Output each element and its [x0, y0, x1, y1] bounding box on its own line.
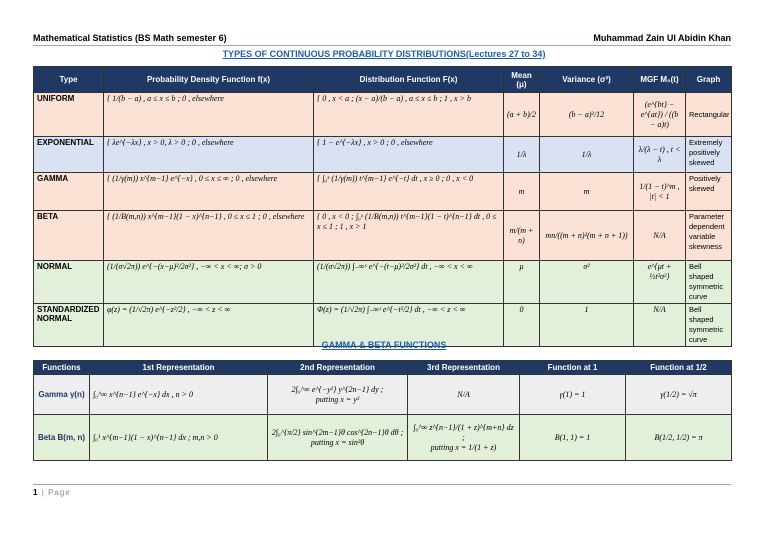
- gb-rep2-substitution: putting x = y²: [315, 394, 360, 404]
- table-row-beta: [34, 211, 732, 261]
- gb-col-rep3: 3rd Representation: [408, 361, 520, 375]
- row-mean: (a + b)/2: [504, 93, 540, 137]
- gb-rep3: [408, 415, 520, 461]
- row-pdf: φ(z) = (1/√2π) e^{−z²/2} , −∞ < z < ∞: [104, 304, 314, 347]
- row-cdf: { 0 , x < 0 ; ∫₀ˣ (1/B(m,n)) t^{m−1}(1 − t)^{n−1} dt , 0 ≤ x ≤ 1 ; 1 , x > 1: [314, 211, 504, 261]
- table-header-row: [34, 67, 732, 93]
- row-graph: Bell shaped symmetric curve: [686, 261, 732, 304]
- row-mgf: (e^{bt} − e^{at}) / ((b − a)t): [634, 93, 686, 137]
- row-type: UNIFORM: [34, 93, 104, 137]
- col-header-cdf: Distribution Function F(x): [314, 67, 504, 93]
- row-type: BETA: [34, 211, 104, 261]
- page-footer: [33, 488, 71, 497]
- row-mgf: N/A: [634, 211, 686, 261]
- table-row-normal: [34, 261, 732, 304]
- gb-col-functions: Functions: [34, 361, 90, 375]
- distribution-table: [33, 66, 732, 347]
- gb-at1: γ(1) = 1: [520, 375, 626, 415]
- gb-rep3: [408, 375, 520, 415]
- col-header-graph: Graph: [686, 67, 732, 93]
- row-mean: 0: [504, 304, 540, 347]
- row-graph: Positively skewed: [686, 173, 732, 211]
- gb-athalf: γ(1/2) = √π: [626, 375, 732, 415]
- header-rule: [33, 45, 731, 46]
- row-mean: m/(m + n): [504, 211, 540, 261]
- gb-rep3-formula: ∫₀^∞ z^{n−1}/(1 + z)^{m+n} dz ;: [413, 422, 514, 442]
- row-pdf: { 1/(b − a) , a ≤ x ≤ b ; 0 , elsewhere: [104, 93, 314, 137]
- gb-rep2-formula: 2∫₀^{π/2} sin^{2m−1}θ cos^{2n−1}θ dθ ;: [271, 427, 404, 437]
- col-header-pdf: Probability Density Function f(x): [104, 67, 314, 93]
- row-variance: σ²: [540, 261, 634, 304]
- gb-rep2: [268, 375, 408, 415]
- row-cdf: Φ(z) = (1/√2π) ∫₋∞ᶻ e^{−t²/2} dt , −∞ < z < ∞: [314, 304, 504, 347]
- page-label: | Page: [41, 488, 71, 497]
- row-graph: Parameter dependent variable skewness: [686, 211, 732, 261]
- row-cdf: { 1 − e^{−λx} , x > 0 ; 0 , elsewhere: [314, 137, 504, 173]
- col-header-variance: Variance (σ²): [540, 67, 634, 93]
- gamma-beta-title: GAMMA & BETA FUNCTIONS: [321, 340, 447, 350]
- row-mgf: λ/(λ − t) , t < λ: [634, 137, 686, 173]
- row-mgf: 1/(1 − t)^m , |t| < 1: [634, 173, 686, 211]
- gb-rep3-substitution: putting x = 1/(1 + z): [430, 442, 497, 452]
- gb-col-at1: Function at 1: [520, 361, 626, 375]
- row-pdf: { (1/B(m,n)) x^{m−1}(1 − x)^{n−1} , 0 ≤ x ≤ 1 ; 0 , elsewhere: [104, 211, 314, 261]
- footer-rule: [33, 484, 731, 485]
- row-pdf: { λe^{−λx} , x > 0, λ > 0 ; 0 , elsewhere: [104, 137, 314, 173]
- col-header-mean: Mean (μ): [504, 67, 540, 93]
- gb-col-rep1: 1st Representation: [90, 361, 268, 375]
- row-type: STANDARDIZED NORMAL: [34, 304, 104, 347]
- row-type: GAMMA: [34, 173, 104, 211]
- gb-rep3-formula: N/A: [457, 389, 470, 399]
- row-type: EXPONENTIAL: [34, 137, 104, 173]
- gb-header-row: [34, 361, 732, 375]
- gb-col-rep2: 2nd Representation: [268, 361, 408, 375]
- row-mgf: N/A: [634, 304, 686, 347]
- row-pdf: { (1/γ(m)) x^{m−1} e^{−x} , 0 ≤ x ≤ ∞ ; 0 , elsewhere: [104, 173, 314, 211]
- page-number: 1: [33, 488, 39, 497]
- col-header-mgf: MGF M₀(t): [634, 67, 686, 93]
- row-graph: Extremely positively skewed: [686, 137, 732, 173]
- gb-rep1: ∫₀¹ x^{m−1}(1 − x)^{n−1} dx ; m,n > 0: [90, 415, 268, 461]
- table-row-gamma: [34, 173, 732, 211]
- row-mean: m: [504, 173, 540, 211]
- table-row-uniform: [34, 93, 732, 137]
- gb-row-beta: [34, 415, 732, 461]
- gb-row-name: Beta B(m, n): [34, 415, 90, 461]
- gb-rep1: ∫₀^∞ x^{n−1} e^{−x} dx , n > 0: [90, 375, 268, 415]
- row-pdf: (1/(σ√2π)) e^{−(x−μ)²/2σ²} , −∞ < x < ∞; σ > 0: [104, 261, 314, 304]
- table-row-exponential: [34, 137, 732, 173]
- header-left: Mathematical Statistics (BS Math semester 6): [33, 33, 227, 43]
- header-right: Muhammad Zain Ul Abidin Khan: [593, 33, 731, 43]
- gb-row-name: Gamma γ(n): [34, 375, 90, 415]
- row-variance: (b − a)²/12: [540, 93, 634, 137]
- gb-rep2: [268, 415, 408, 461]
- row-graph: Bell shaped symmetric curve: [686, 304, 732, 347]
- row-variance: m: [540, 173, 634, 211]
- gb-col-athalf: Function at 1/2: [626, 361, 732, 375]
- row-type: NORMAL: [34, 261, 104, 304]
- row-graph: Rectangular: [686, 93, 732, 137]
- row-variance: 1/λ: [540, 137, 634, 173]
- gamma-beta-table: [33, 360, 732, 461]
- row-variance: 1: [540, 304, 634, 347]
- row-mgf: e^{μt + ½t²σ²}: [634, 261, 686, 304]
- row-cdf: (1/(σ√2π)) ∫₋∞ˣ e^{−(t−μ)²/2σ²} dt , −∞ < x < ∞: [314, 261, 504, 304]
- row-variance: mn/((m + n)²(m + n + 1)): [540, 211, 634, 261]
- gb-at1: B(1, 1) = 1: [520, 415, 626, 461]
- gb-rep2-formula: 2∫₀^∞ e^{−y²} y^{2n−1} dy ;: [291, 384, 384, 394]
- row-cdf: { 0 , x < a ; (x − a)/(b − a) , a ≤ x ≤ b ; 1 , x > b: [314, 93, 504, 137]
- row-cdf: { ∫₀ˣ (1/γ(m)) t^{m−1} e^{−t} dt , x ≥ 0 ; 0 , x < 0: [314, 173, 504, 211]
- row-mean: 1/λ: [504, 137, 540, 173]
- main-title: TYPES OF CONTINUOUS PROBABILITY DISTRIBUTIONS(Lectures 27 to 34): [222, 49, 546, 59]
- row-mean: μ: [504, 261, 540, 304]
- gb-row-gamma: [34, 375, 732, 415]
- gb-rep2-substitution: putting x = sin²θ: [310, 437, 365, 447]
- gb-athalf: B(1/2, 1/2) = π: [626, 415, 732, 461]
- col-header-type: Type: [34, 67, 104, 93]
